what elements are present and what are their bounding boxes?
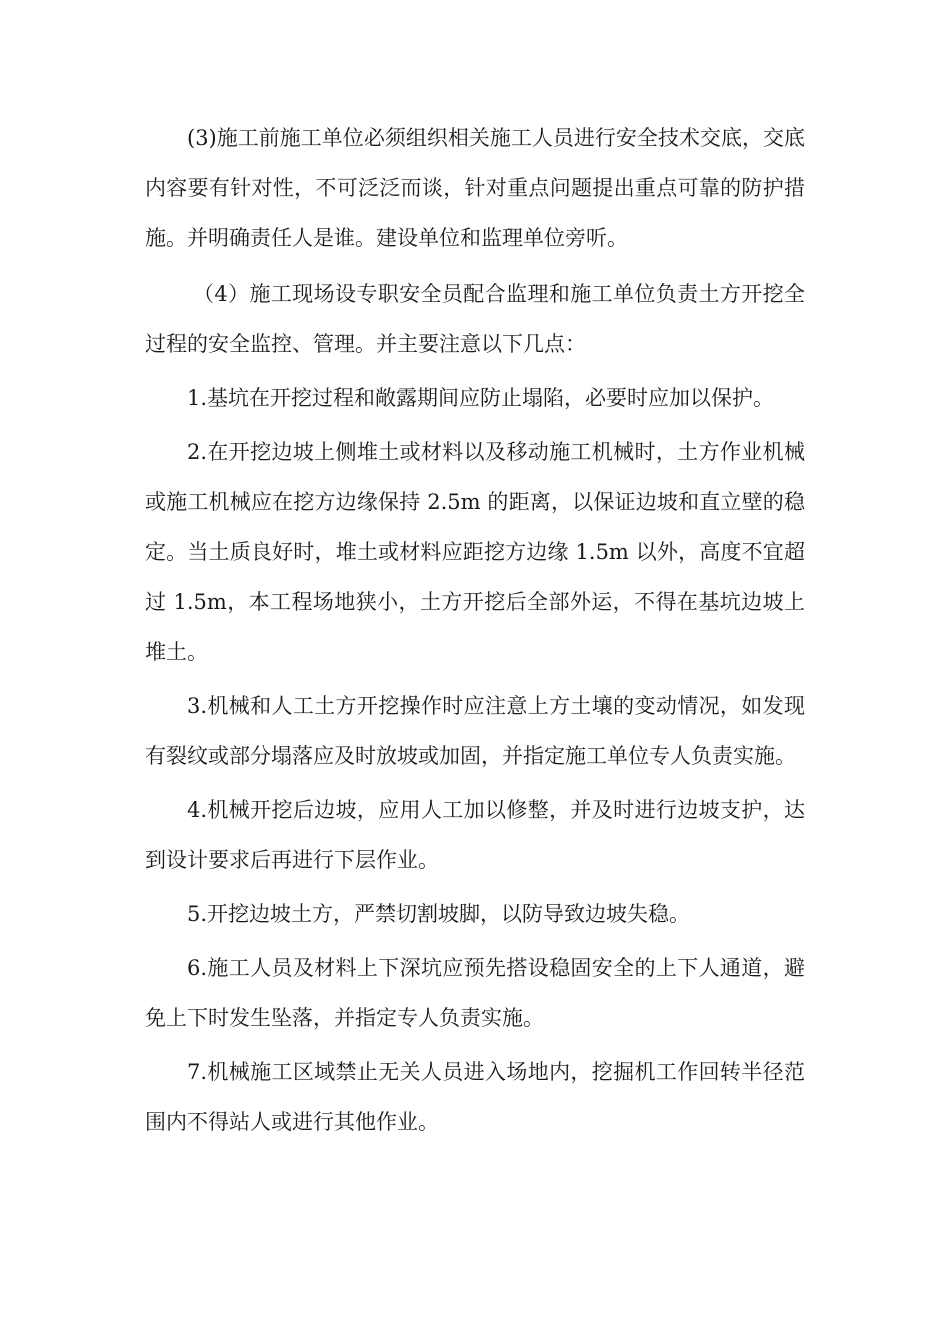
list-item-3: 3.机械和人工土方开挖操作时应注意上方土壤的变动情况，如发现有裂纹或部分塌落应及时放坡或加固，并指定施工单位专人负责实施。: [145, 694, 805, 768]
list-item-1: 1.基坑在开挖过程和敞露期间应防止塌陷，必要时应加以保护。: [187, 386, 775, 410]
document-body: [145, 113, 805, 1151]
paragraph-3-safety-briefing: (3)施工前施工单位必须组织相关施工人员进行安全技术交底，交底内容要有针对性，不可泛泛而谈，针对重点问题提出重点可靠的防护措施。并明确责任人是谁。建设单位和监理单位旁听。: [145, 126, 805, 250]
list-item-6: 6.施工人员及材料上下深坑应预先搭设稳固安全的上下人通道，避免上下时发生坠落，并指定专人负责实施。: [145, 956, 805, 1030]
paragraph-4-safety-officer: （4）施工现场设专职安全员配合监理和施工单位负责土方开挖全过程的安全监控、管理。并主要注意以下几点：: [145, 282, 805, 356]
list-item-2: 2.在开挖边坡上侧堆土或材料以及移动施工机械时，土方作业机械或施工机械应在挖方边缘保持 2.5m 的距离，以保证边坡和直立壁的稳定。当土质良好时，堆土或材料应距挖方边缘 1.5m 以外，高度不宜超过 1.5m，本工程场地狭小，土方开挖后全部外运，不得在基坑边坡上堆土。: [145, 440, 805, 664]
list-item-5: 5.开挖边坡土方，严禁切割坡脚，以防导致边坡失稳。: [187, 902, 691, 926]
list-item-4: 4.机械开挖后边坡，应用人工加以修整，并及时进行边坡支护，达到设计要求后再进行下层作业。: [145, 798, 805, 872]
list-item-7: 7.机械施工区域禁止无关人员进入场地内，挖掘机工作回转半径范围内不得站人或进行其他作业。: [145, 1060, 805, 1134]
